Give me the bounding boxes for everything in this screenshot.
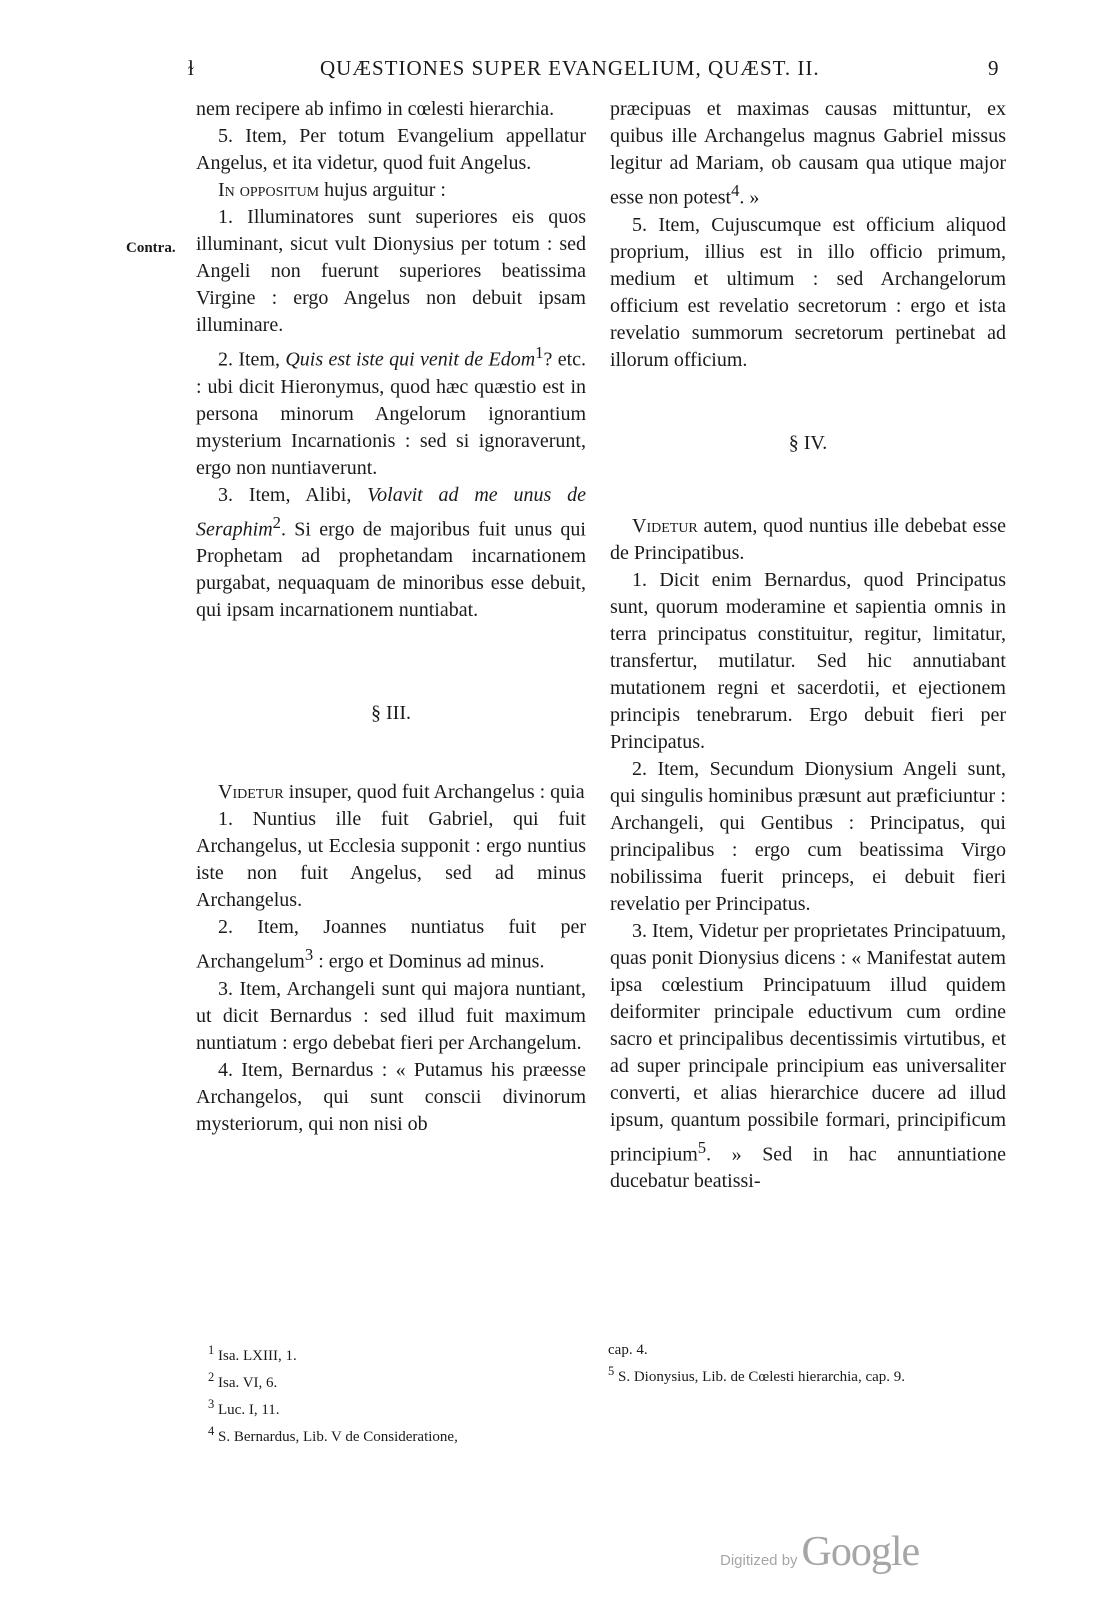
running-header [0,56,1112,86]
right-column [610,96,1006,1195]
paragraph: 5. Item, Per totum Evangelium appellatur Angelus, et ita videtur, quod fuit Angelus. [196,125,586,174]
biblical-quote: Quis est iste qui venit de Edom [285,348,536,371]
footnotes-left [208,1340,588,1448]
paragraph: præcipuas et maximas causas mittuntur, ex quibus ille Archangelus magnus Gabriel missus legitur ad Mariam, ob causam qua utique major esse non potest$^4$. » [610,98,1006,209]
left-column [196,96,586,1138]
footnote-ref: 1 [535,343,544,362]
footnote-ref: 5 [697,1137,707,1157]
small-caps-lead: Videtur [632,514,698,537]
paragraph: 1. Dicit enim Bernardus, quod Principatus sunt, quorum moderamine et sapientia omnis in terra principatus constituitur, regitur, limitatur, transfertur, mutilatur. Sed hic annutiabant mutationem regni et sacerdotii, et ejectionem principis tenebrarum. Ergo debuit fieri per Principatus. [610,568,1006,753]
paragraph: 1. Illuminatores sunt superiores eis quos illuminant, sicut vult Dionysius per totum : sed Angeli non fuerunt superiores beatissima Virgine : ergo Angelus non debuit ipsam illuminare. [196,206,586,336]
footnote: $^4$ S. Bernardus, Lib. V de Consideratione, [208,1424,458,1445]
paragraph: 2. Item, Joannes nuntiatus fuit per Archangelum$^3$ : ergo et Dominus ad minus. [196,916,586,973]
running-title: QUÆSTIONES SUPER EVANGELIUM, QUÆST. II. [320,56,820,80]
section-heading-4: § IV. [788,431,828,454]
digitized-watermark [720,1528,919,1578]
footnote: $^2$ Isa. VI, 6. [208,1370,278,1391]
page-number: 9 [988,56,1000,80]
paragraph: Videtur autem, quod nuntius ille debebat esse de Principatibus. [610,514,1006,564]
paragraph: 1. Nuntius ille fuit Gabriel, qui fuit Archangelus, ut Ecclesia supponit : ergo nuntius iste non fuit Angelus, sed ad minus Archangelus. [196,808,586,912]
footnote-continuation: cap. 4. [608,1342,648,1358]
paragraph: 3. Item, Archangeli sunt qui majora nuntiant, ut dicit Bernardus : sed illud fuit maximum nuntiatum : ergo debebat fieri per Archangelum. [196,977,586,1054]
watermark-prefix: Digitized by [720,1552,798,1569]
paragraph: 3. Item, Videtur per proprietates Principatuum, quas ponit Dionysius dicens : « Manifestat autem ipsa cœlestium Principatuum illud quidem deiformiter principale eductivum cum ordine sacro et principalibus decentissimis virtutibus, et ad super principale principium eas universaliter converti, et alias hierarchice ducere ad illud ipsum, quantum possibile formari, principificum principium$^5$. » Sed in hac annuntiatione ducebatur beatissi- [610,919,1006,1193]
google-logo: Google [801,1529,920,1575]
biblical-quote: Volavit ad me unus de Seraphim [196,483,586,541]
footnote-ref: 4 [731,181,740,200]
footnote-ref: 2 [272,512,281,532]
paragraph: 3. Item, Alibi, Volavit ad me unus de Seraphim$^2$. Si ergo de majoribus fuit unus qui Prophetam ad prophetandam incarnationem purgabat, nequaquam de minoribus esse debuit, qui ipsam incarnationem nuntiabat. [196,483,586,622]
paragraph: nem recipere ab infimo in cœlesti hierarchia. [196,98,555,120]
footnotes-right [608,1340,1008,1388]
margin-note-contra: Contra. [126,240,176,256]
section-heading-3: § III. [371,702,411,725]
footnote: $^5$ S. Dionysius, Lib. de Cœlesti hierarchia, cap. 9. [608,1364,906,1385]
paragraph: Videtur insuper, quod fuit Archangelus : quia [218,781,585,804]
paragraph: 2. Item, Quis est iste qui venit de Edom$^1$? etc. : ubi dicit Hieronymus, quod hæc quæstio est in persona minorum Angelorum ignorantium mysterium Incarnationis : sed si ignoraverunt, ergo non nuntiaverunt. [196,343,586,479]
small-caps-lead: Videtur [218,781,284,804]
footnote-ref: 3 [304,945,314,965]
paragraph: 4. Item, Bernardus : « Putamus his præesse Archangelos, qui sunt conscii divinorum mysteriorum, qui non nisi ob [196,1058,586,1135]
paragraph: In oppositum hujus arguitur : [218,179,446,201]
paragraph: 2. Item, Secundum Dionysium Angeli sunt, qui singulis hominibus præsunt aut præficiuntur : Archangeli, qui Gentibus : Principatus, qui principalibus : ergo cum beatissima Virgo nobilissima fuerit princeps, ei debuit fieri revelatio per Principatus. [610,757,1006,915]
paragraph: 5. Item, Cujuscumque est officium aliquod proprium, illius est in illo officio primum, medium et ultimum : sed Archangelorum officium est revelatio secretorum : ergo et ista revelatio summorum secretorum pertinebat ad illorum officium. [610,213,1006,371]
footnote: $^1$ Isa. LXIII, 1. [208,1343,297,1364]
footnote: $^3$ Luc. I, 11. [208,1397,280,1418]
header-left-mark: ɫ [188,56,195,80]
small-caps-lead: In oppositum [218,179,320,201]
